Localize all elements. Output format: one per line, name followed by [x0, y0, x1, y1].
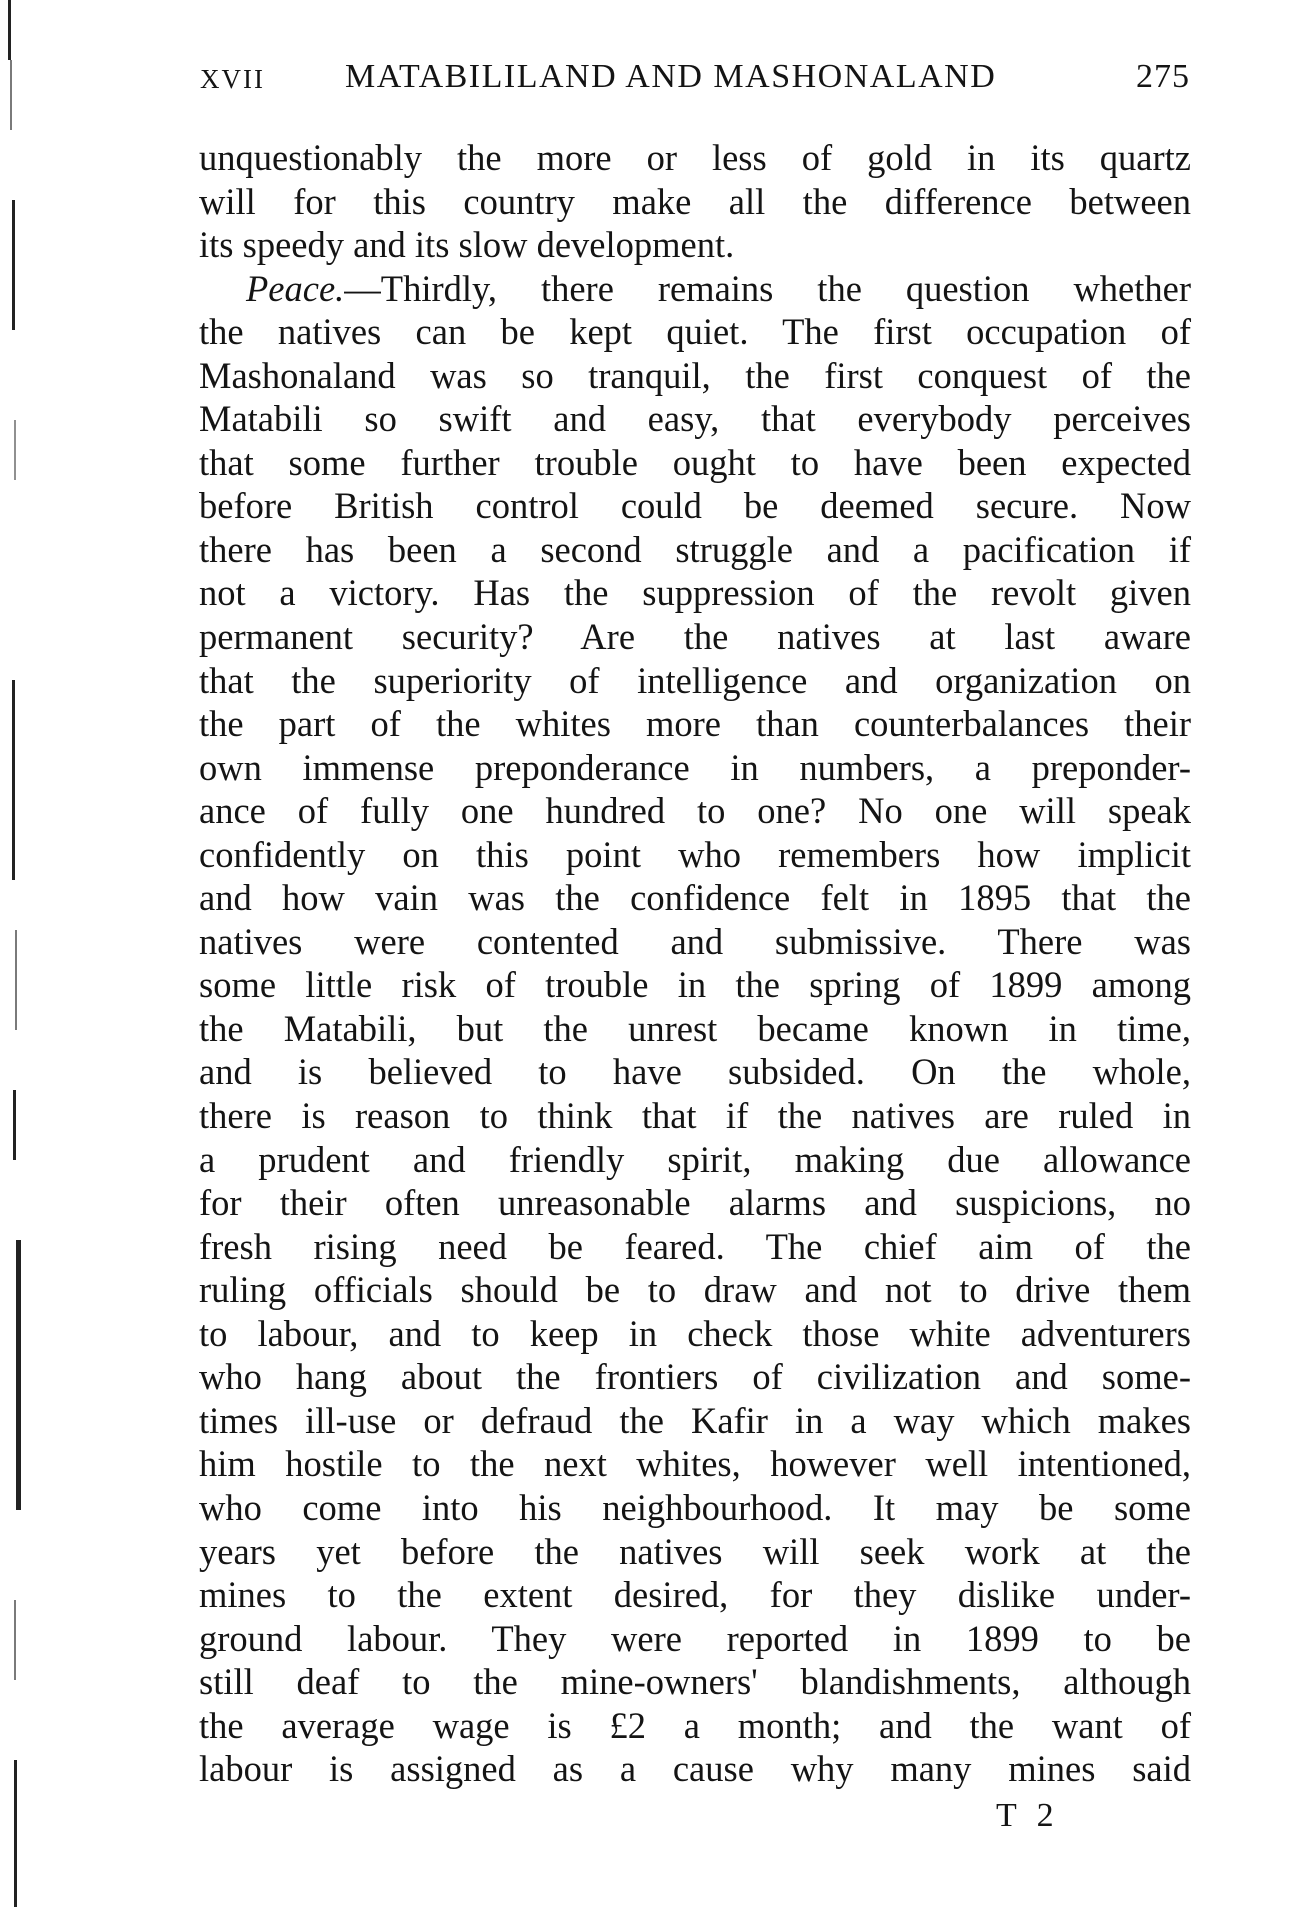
text-line: before British control could be deemed secure. Now: [199, 485, 1191, 527]
chapter-number: XVII: [200, 64, 265, 94]
text-line: Matabili so swift and easy, that everybody perceives: [199, 398, 1191, 440]
text-line: there is reason to think that if the natives are ruled in: [199, 1095, 1191, 1137]
text-line: will for this country make all the difference between: [199, 180, 1191, 222]
text-line: a prudent and friendly spirit, making due allowance: [199, 1138, 1191, 1180]
text-line: still deaf to the mine-owners' blandishments, although: [199, 1661, 1191, 1703]
signature-mark: T 2: [996, 1797, 1060, 1834]
text-line: the Matabili, but the unrest became known in time,: [199, 1007, 1191, 1049]
page-number: 275: [1136, 58, 1190, 95]
text-line: its speedy and its slow development.: [199, 224, 735, 266]
text-line: years yet before the natives will seek work at the: [199, 1530, 1191, 1572]
binding-shadow: [0, 0, 24, 1907]
running-header: [200, 58, 1190, 108]
text-line: who hang about the frontiers of civilization and some-: [199, 1356, 1191, 1398]
text-line: to labour, and to keep in check those white adventurers: [199, 1312, 1191, 1354]
text-line: some little risk of trouble in the spring of 1899 among: [199, 964, 1191, 1006]
text-line: the natives can be kept quiet. The first occupation of: [199, 311, 1191, 353]
text-line: that some further trouble ought to have been expected: [199, 441, 1191, 483]
text-line: times ill-use or defraud the Kafir in a way which makes: [199, 1399, 1191, 1441]
body-text: [199, 136, 1191, 1791]
text-line: for their often unreasonable alarms and suspicions, no: [199, 1182, 1191, 1224]
text-line: the part of the whites more than counterbalances their: [199, 703, 1191, 745]
text-line: and is believed to have subsided. On the whole,: [199, 1051, 1191, 1093]
running-title: MATABILILAND AND MASHONALAND: [345, 58, 997, 95]
text-line: ground labour. They were reported in 1899 to be: [199, 1617, 1191, 1659]
text-line: own immense preponderance in numbers, a preponder-: [199, 746, 1191, 788]
text-line: fresh rising need be feared. The chief aim of the: [199, 1225, 1191, 1267]
text-line: mines to the extent desired, for they dislike under-: [199, 1574, 1191, 1616]
text-line: Mashonaland was so tranquil, the first conquest of the: [199, 354, 1191, 396]
text-line-paragraph-start: [199, 267, 1191, 311]
text-line: natives were contented and submissive. There was: [199, 920, 1191, 962]
text-line: who come into his neighbourhood. It may be some: [199, 1486, 1191, 1528]
section-label-peace: Peace.: [246, 267, 345, 309]
text-line: there has been a second struggle and a pacification if: [199, 528, 1191, 570]
text-line: that the superiority of intelligence and organization on: [199, 659, 1191, 701]
text-line: ance of fully one hundred to one? No one will speak: [199, 790, 1191, 832]
text-line: confidently on this point who remembers how implicit: [199, 833, 1191, 875]
text-line: ruling officials should be to draw and not to drive them: [199, 1269, 1191, 1311]
text-line: the average wage is £2 a month; and the want of: [199, 1704, 1191, 1746]
text-line: permanent security? Are the natives at last aware: [199, 616, 1191, 658]
text-line: and how vain was the confidence felt in 1895 that the: [199, 877, 1191, 919]
text-line: labour is assigned as a cause why many mines said: [199, 1748, 1191, 1790]
text-line: him hostile to the next whites, however well intentioned,: [199, 1443, 1191, 1485]
text-line: not a victory. Has the suppression of the revolt given: [199, 572, 1191, 614]
text-line-rest: —Thirdly, there remains the question whether: [344, 267, 1191, 309]
text-line: unquestionably the more or less of gold in its quartz: [199, 137, 1191, 178]
